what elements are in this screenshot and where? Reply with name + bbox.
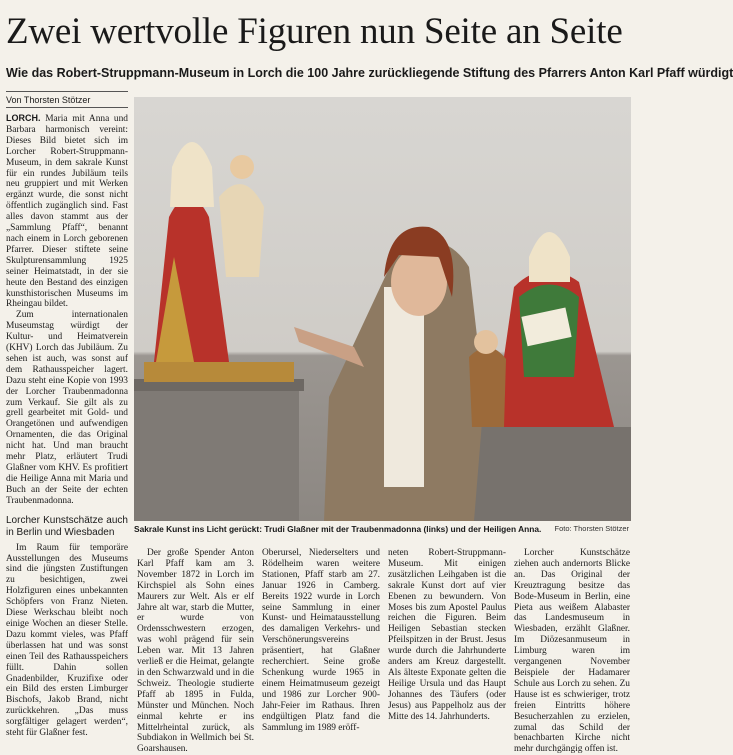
dateline: LORCH. xyxy=(6,113,41,123)
bottom-column-2 xyxy=(262,548,380,733)
bottom-column-1 xyxy=(137,548,254,755)
paragraph: Lorcher Kunstschätze ziehen auch andernorts Blicke an. Das Original der Kreuztragung besitze das Bode-Museum in Berlin, eine Pieta aus weißem Alabaster das Landesmuseum in Wiesbaden, erzählt Glaßner. Im Diözesanmuseum in Limburg waren im vergangenen November Beispiele der Hadamarer Schule aus Lorch zu sehen. Zu Hause ist es schwieriger, trotz freien Eintritts höhere Besucherzahlen zu erzielen, zumal das Schild der benachbarten Kirche nicht mehr durchgängig offen ist. xyxy=(514,548,630,755)
bottom-column-4 xyxy=(514,548,630,755)
subheadline: Wie das Robert-Struppmann-Museum in Lorch die 100 Jahre zurückliegende Stiftung des Pfarrers Anton Karl Pfaff würdigt xyxy=(6,66,733,80)
author-byline: Von Thorsten Stötzer xyxy=(6,95,91,105)
heilige-anna-figure xyxy=(469,232,614,427)
section-subhead: Lorcher Kunstschätze auch in Berlin und Wiesbaden xyxy=(6,514,128,538)
photo-credit: Foto: Thorsten Stötzer xyxy=(554,524,629,533)
paragraph: Zum internationalen Museumstag würdigt der Kultur- und Heimatverein (KHV) Lorch das Jubiläum. Zu sehen ist auch, was sonst auf dem Rathausspeicher lagert. Dazu steht eine Kopie von 1993 der Lorcher Traubenmadonna zum Verkauf. Sie gilt als zu grell gearbeitet mit Gold- und Orangetönen und aufwendigen Ornamenten, die das Original nicht hat. Und man braucht mehr Platz, erläutert Trudi Glaßner vom KHV. Es profitiert die Heilige Anna mit Maria und Buch an der Seite der echten Traubenmadonna. xyxy=(6,310,128,506)
traubenmadonna-figure xyxy=(144,142,294,382)
bottom-column-3 xyxy=(388,548,506,723)
photo-illustration xyxy=(134,97,631,521)
paragraph xyxy=(6,113,128,310)
article-photo xyxy=(134,97,631,521)
paragraph-text: Maria mit Anna und Barbara harmonisch vereint: Dieses Bild bietet sich im Lorcher Robert-Struppmann-Museum, in dem sakrale Kunst für ein rundes Jubiläum teils neu gruppiert und mit Werken ergänzt wurde, die sonst nicht öffentlich zugänglich sind. Fast alles davon stammt aus der „Sammlung Pfaff“, benannt nach einem in Lorch geborenen Pfarrer. Dieser stiftete seine Skulpturensammlung 1925 seiner Heimatstadt, in der sie heute den Bestand des einzigen kunsthistorischen Museums im Rheingau bildet. xyxy=(6,114,128,310)
divider xyxy=(6,91,128,92)
headline: Zwei wertvolle Figuren nun Seite an Seite xyxy=(6,11,623,52)
pedestal-right xyxy=(464,427,631,521)
paragraph: Oberursel, Niederselters und Rödelheim waren weitere Stationen, Pfaff starb am 27. Januar 1926 in Camberg. Bereits 1922 wurde in Lorch seine Sammlung in einer Kunst- und Heimatausstellung des damaligen Verkehrs- und Verschönerungsvereins präsentiert, hat Glaßner recherchiert. Seine große Schenkung wurde 1965 in einem Heimatmuseum gezeigt und 1986 zur Lorcher 900-Jahr-Feier im Rathaus. Ihren endgültigen Platz fand die Sammlung im 1989 eröff- xyxy=(262,548,380,733)
divider xyxy=(6,107,128,108)
person-trudi-glassner xyxy=(294,227,484,521)
caption-text: Sakrale Kunst ins Licht gerückt: Trudi Glaßner mit der Traubenmadonna (links) und der Heiligen Anna. xyxy=(134,524,542,534)
pedestal-left xyxy=(134,387,299,521)
paragraph: Der große Spender Anton Karl Pfaff kam am 3. November 1872 in Lorch im Kirchspiel als Sohn eines Maurers zur Welt. Als er elf Jahre alt war, starb die Mutter, er wurde von Ordensschwestern erzogen, was wohl prägend für sein Leben war. Mit 13 Jahren verließ er die Heimat, gelangte in den Schwarzwald und in die Schweiz. Theologie studierte Pfaff ab 1895 in Fulda, Münster und München. Noch einmal kehrte er ins Mittelrheintal zurück, als Subdiakon in Wellmich bei St. Goarshausen. xyxy=(137,548,254,755)
photo-caption xyxy=(134,524,631,534)
paragraph: neten Robert-Struppmann-Museum. Mit einigen zusätzlichen Leihgaben ist die sakrale Kunst dort auf vier Ebenen zu bewundern. Von Moses bis zum Apostel Paulus reichen die Figuren. Beim Heiligen Sebastian stecken Pfeilspitzen in der Brust. Jesus wurde durch die Jahrhunderte anders am Kreuz dargestellt. Als älteste Exponate gelten die Heilige Ursula und das Haupt Johannes des Täufers (oder Jesus) aus Pappelholz aus der Mitte des 14. Jahrhunderts. xyxy=(388,548,506,722)
left-column xyxy=(6,113,128,739)
paragraph: Im Raum für temporäre Ausstellungen des Museums sind die jüngsten Zustiftungen zu besichtigen, zwei Holzfiguren eines unbekannten Schöpfers von Franz Nieten. Diese Werkschau bleibt noch einige Wochen an dieser Stelle. Dazu kommt vieles, was Pfaff überlassen hat und was sonst einen Teil des Rathausspeichers füllt. Dahin sollen Gnadenbilder, Kruzifixe oder ein Bild des ersten Limburger Bischofs, Jakob Brand, nicht zurückkehren. „Das muss sorgfältiger gelagert werden“, steht für Glaßner fest. xyxy=(6,542,128,739)
